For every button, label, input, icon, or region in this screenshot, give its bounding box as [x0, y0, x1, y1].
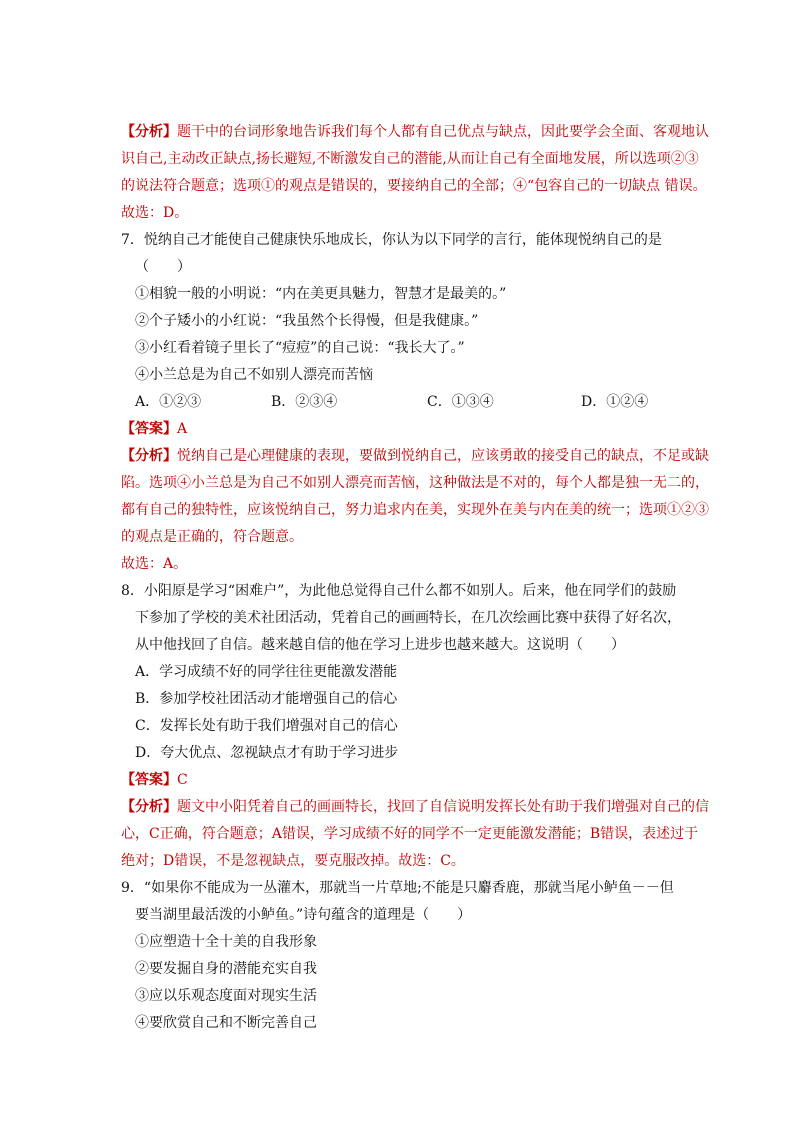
q8-option-b: B．参加学校社团活动才能增强自己的信心: [135, 691, 398, 707]
analysis-text: 悦纳自己是心理健康的表现，要做到悦纳自己，应该勇敢的接受自己的缺点，不足或缺: [177, 448, 709, 464]
q7-option-d: D．①②④: [581, 394, 649, 410]
q8-answer: [121, 770, 188, 790]
q9-stem-line-2: 要当湖里最活泼的小鲈鱼。”诗句蕴含的道理是（ ）: [135, 907, 472, 923]
analysis-tag: 【分析】: [121, 124, 177, 140]
q9-item-3: ③应以乐观态度面对现实生活: [135, 988, 317, 1004]
answer-value: C: [177, 772, 188, 788]
q6-analysis-line-2: 识自己,主动改正缺点,扬长避短,不断激发自己的潜能,从而让自己有全面地发展，所以选项②③: [121, 151, 699, 167]
q9-item-2: ②要发掘自身的潜能充实自我: [135, 961, 317, 977]
q8-stem-line-1: 8．小阳原是学习“困难户”，为此他总觉得自己什么都不如别人。后来，他在同学们的鼓励: [121, 583, 677, 599]
q9-item-4: ④要欣赏自己和不断完善自己: [135, 1015, 317, 1031]
q7-option-c: C．①③④: [427, 394, 494, 410]
answer-tag: 【答案】: [121, 772, 177, 788]
q8-stem-line-2: 下参加了学校的美术社团活动，凭着自己的画画特长，在几次绘画比赛中获得了好名次，: [135, 610, 681, 626]
answer-tag: 【答案】: [121, 421, 177, 437]
q7-item-2: ②个子矮小的小红说：“我虽然个长得慢，但是我健康。”: [135, 313, 479, 329]
q7-item-4: ④小兰总是为自己不如别人漂亮而苦恼: [135, 367, 373, 383]
q7-item-1: ①相貌一般的小明说：“内在美更具魅力，智慧才是最美的。”: [135, 286, 507, 302]
analysis-tag: 【分析】: [121, 448, 177, 464]
q6-analysis-line-3: 的说法符合题意；选项①的观点是错误的，要接纳自己的全部；④“包容自己的一切缺点 错误。: [121, 178, 707, 194]
q7-answer: [121, 419, 187, 439]
analysis-text: 题文中小阳凭着自己的画画特长，找回了自信说明发挥长处有助于我们增强对自己的信: [177, 799, 709, 815]
q7-analysis-line-4: 的观点是正确的，符合题意。: [121, 529, 303, 545]
q7-blank: （ ）: [135, 259, 191, 275]
q7-analysis-line-2: 陷。选项④小兰总是为自己不如别人漂亮而苦恼，这种做法是不对的，每个人都是独一无二的，: [121, 475, 709, 491]
q6-analysis-line-4: 故选：D。: [121, 205, 189, 221]
q7-stem: 7．悦纳自己才能使自己健康快乐地成长，你认为以下同学的言行，能体现悦纳自己的是: [121, 232, 662, 248]
q8-analysis-line-2: 心，C正确，符合题意；A错误，学习成绩不好的同学不一定更能激发潜能；B错误，表述过于: [121, 826, 699, 842]
q8-stem-line-3: 从中他找回了自信。越来越自信的他在学习上进步也越来越大。这说明（ ）: [135, 637, 625, 653]
q9-stem-line-1: 9．“如果你不能成为一丛灌木，那就当一片草地;不能是只麝香鹿，那就当尾小鲈鱼－－但: [121, 880, 674, 896]
q6-analysis-line-1: [121, 122, 709, 142]
q7-analysis-line-1: [121, 446, 709, 466]
q7-item-3: ③小红看着镜子里长了“痘痘”的自己说：“我长大了。”: [135, 340, 465, 356]
q8-option-a: A．学习成绩不好的同学往往更能激发潜能: [135, 664, 398, 680]
q9-item-1: ①应塑造十全十美的自我形象: [135, 934, 317, 950]
q8-option-c: C．发挥长处有助于我们增强对自己的信心: [135, 718, 398, 734]
q7-analysis-line-5: 故选：A。: [121, 556, 188, 572]
answer-value: A: [177, 421, 188, 437]
q8-option-d: D．夸大优点、忽视缺点才有助于学习进步: [135, 745, 399, 761]
q8-analysis-line-1: [121, 797, 709, 817]
q8-analysis-line-3: 绝对；D错误，不是忽视缺点，要克服改掉。故选：C。: [121, 853, 465, 869]
q7-option-b: B．②③④: [271, 394, 338, 410]
q7-analysis-line-3: 都有自己的独特性，应该悦纳自己，努力追求内在美，实现外在美与内在美的统一；选项①②③: [121, 502, 709, 518]
analysis-tag: 【分析】: [121, 799, 177, 815]
analysis-text: 题干中的台词形象地告诉我们每个人都有自己优点与缺点，因此要学会全面、客观地认: [177, 124, 709, 140]
q7-option-a: A．①②③: [135, 394, 202, 410]
